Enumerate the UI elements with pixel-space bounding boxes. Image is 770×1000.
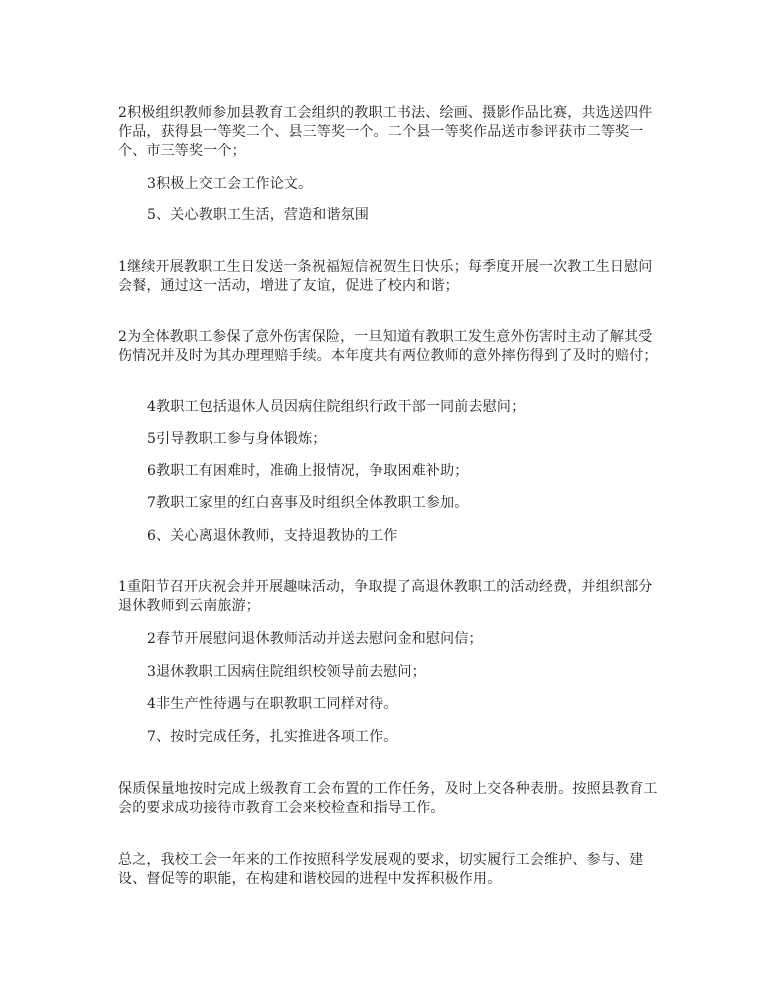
paragraph-spring-festival: 2春节开展慰问退休教师活动并送去慰问金和慰问信；	[147, 631, 483, 647]
section-heading-7: 7、按时完成任务，扎实推进各项工作。	[147, 729, 398, 745]
paragraph-exercise: 5引导教职工参与身体锻炼；	[147, 431, 327, 447]
paragraph-birthday: 1继续开展教职工生日发送一条祝福短信祝贺生日快乐；每季度开展一次教工生日慰问会餐，通过这一活动，增进了友谊，促进了校内和谐；	[118, 259, 653, 294]
paragraph-family-events: 7教职工家里的红白喜事及时组织全体教职工参加。	[147, 495, 469, 511]
paragraph-double-ninth: 1重阳节召开庆祝会并开展趣味活动，争取提了高退休教职工的活动经费，并组织部分退休教师到云南旅游；	[118, 579, 653, 614]
paragraph-retiree-hospital: 3退休教职工因病住院组织校领导前去慰问；	[147, 664, 426, 680]
paragraph-hardship: 6教职工有困难时，准确上报情况，争取困难补助；	[147, 463, 469, 479]
paragraph-summary: 总之，我校工会一年来的工作按照科学发展观的要求，切实履行工会维护、参与、建设、督促等的职能，在构建和谐校园的进程中发挥积极作用。	[118, 852, 644, 887]
paragraph-hospital-visit: 4教职工包括退休人员因病住院组织行政干部一同前去慰问；	[147, 399, 526, 415]
paragraph-competition: 2积极组织教师参加县教育工会组织的教职工书法、绘画、摄影作品比赛，共选送四件作品，获得县一等奖二个、县三等奖一个。二个县一等奖作品送市参评获市二等奖一个、市三等奖一个；	[118, 105, 653, 159]
paragraph-tasks: 保质保量地按时完成上级教育工会布置的工作任务，及时上交各种表册。按照县教育工会的要求成功接待市教育工会来校检查和指导工作。	[118, 781, 658, 816]
paragraph-insurance: 2为全体教职工参保了意外伤害保险，一旦知道有教职工发生意外伤害时主动了解其受伤情况并及时为其办理理赔手续。本年度共有两位教师的意外摔伤得到了及时的赔付；	[118, 329, 658, 364]
section-heading-5: 5、关心教职工生活，营造和谐氛围	[147, 207, 370, 223]
section-heading-6: 6、关心离退休教师，支持退教协的工作	[147, 528, 398, 544]
paragraph-equal-treatment: 4非生产性待遇与在职教职工同样对待。	[147, 696, 398, 712]
paragraph-papers: 3积极上交工会工作论文。	[147, 176, 313, 192]
